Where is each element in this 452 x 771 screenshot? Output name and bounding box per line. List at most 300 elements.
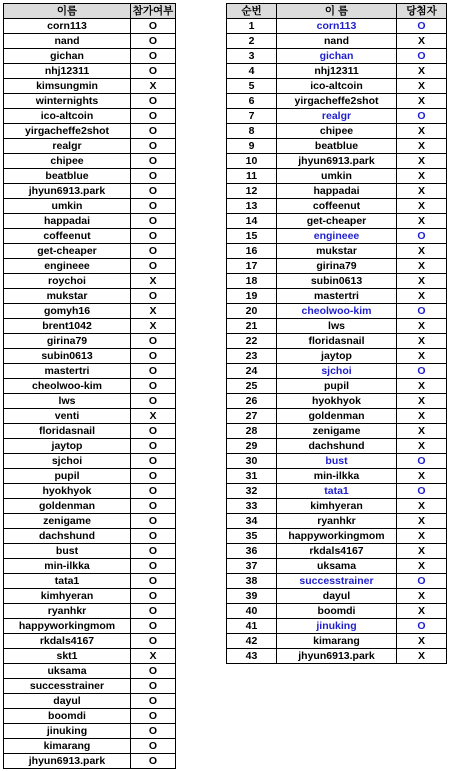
number-cell: 15	[227, 229, 277, 244]
winner-cell: X	[397, 274, 447, 289]
participation-cell: O	[131, 574, 176, 589]
name-cell: happadai	[277, 184, 397, 199]
number-cell: 33	[227, 499, 277, 514]
participation-cell: O	[131, 379, 176, 394]
table-row	[227, 289, 447, 304]
winner-cell: X	[397, 604, 447, 619]
name-cell: dachshund	[4, 529, 131, 544]
table-row	[4, 394, 176, 409]
table-row	[4, 754, 176, 769]
table-row	[227, 559, 447, 574]
participation-cell: O	[131, 679, 176, 694]
name-cell: lws	[4, 394, 131, 409]
table-row	[227, 49, 447, 64]
participation-cell: O	[131, 529, 176, 544]
table-row	[227, 454, 447, 469]
participation-cell: O	[131, 514, 176, 529]
participation-cell: O	[131, 709, 176, 724]
table-row	[4, 424, 176, 439]
number-cell: 4	[227, 64, 277, 79]
name-cell: sjchoi	[277, 364, 397, 379]
name-cell: get-cheaper	[4, 244, 131, 259]
name-cell: gomyh16	[4, 304, 131, 319]
table-row	[227, 439, 447, 454]
number-cell: 14	[227, 214, 277, 229]
name-cell: nhj12311	[4, 64, 131, 79]
participation-cell: O	[131, 364, 176, 379]
number-cell: 21	[227, 319, 277, 334]
name-cell: ico-altcoin	[277, 79, 397, 94]
winner-cell: X	[397, 259, 447, 274]
table-row	[4, 409, 176, 424]
name-cell: floridasnail	[4, 424, 131, 439]
number-cell: 16	[227, 244, 277, 259]
name-cell: girina79	[4, 334, 131, 349]
participation-cell: O	[131, 109, 176, 124]
participation-cell: O	[131, 559, 176, 574]
winner-cell: O	[397, 484, 447, 499]
header-participation: 참가여부	[131, 4, 176, 19]
participation-cell: O	[131, 64, 176, 79]
number-cell: 11	[227, 169, 277, 184]
winner-cell: X	[397, 334, 447, 349]
participation-cell: O	[131, 394, 176, 409]
name-cell: uksama	[4, 664, 131, 679]
number-cell: 12	[227, 184, 277, 199]
table-row	[4, 349, 176, 364]
name-cell: mukstar	[4, 289, 131, 304]
name-cell: mukstar	[277, 244, 397, 259]
table-row	[4, 544, 176, 559]
name-cell: kimarang	[277, 634, 397, 649]
participation-cell: O	[131, 544, 176, 559]
winner-cell: X	[397, 499, 447, 514]
table-row	[227, 334, 447, 349]
table-row	[227, 349, 447, 364]
name-cell: tata1	[4, 574, 131, 589]
name-cell: jhyun6913.park	[277, 649, 397, 664]
participation-cell: O	[131, 424, 176, 439]
name-cell: lws	[277, 319, 397, 334]
participation-cell: O	[131, 589, 176, 604]
name-cell: successtrainer	[277, 574, 397, 589]
participation-cell: O	[131, 724, 176, 739]
number-cell: 31	[227, 469, 277, 484]
number-cell: 20	[227, 304, 277, 319]
number-cell: 37	[227, 559, 277, 574]
name-cell: winternights	[4, 94, 131, 109]
participation-cell: X	[131, 274, 176, 289]
winner-cell: O	[397, 49, 447, 64]
table-row	[227, 604, 447, 619]
participation-cell: X	[131, 649, 176, 664]
name-cell: gichan	[277, 49, 397, 64]
name-cell: corn113	[4, 19, 131, 34]
number-cell: 28	[227, 424, 277, 439]
participation-cell: O	[131, 619, 176, 634]
participation-cell: O	[131, 289, 176, 304]
table-row	[4, 139, 176, 154]
table-row	[4, 334, 176, 349]
table-row	[4, 439, 176, 454]
number-cell: 39	[227, 589, 277, 604]
header-number: 순번	[227, 4, 277, 19]
number-cell: 22	[227, 334, 277, 349]
winner-cell: O	[397, 19, 447, 34]
winner-cell: X	[397, 124, 447, 139]
winner-cell: X	[397, 559, 447, 574]
participation-cell: O	[131, 439, 176, 454]
name-cell: girina79	[277, 259, 397, 274]
name-cell: skt1	[4, 649, 131, 664]
table-row	[227, 379, 447, 394]
name-cell: ryanhkr	[4, 604, 131, 619]
table-row	[227, 514, 447, 529]
winner-cell: X	[397, 94, 447, 109]
winner-cell: X	[397, 154, 447, 169]
participation-cell: O	[131, 34, 176, 49]
table-row	[227, 79, 447, 94]
winner-cell: O	[397, 574, 447, 589]
name-cell: umkin	[277, 169, 397, 184]
participation-table-body	[4, 19, 176, 769]
winner-cell: X	[397, 79, 447, 94]
winner-cell: X	[397, 589, 447, 604]
table-row	[227, 424, 447, 439]
name-cell: goldenman	[277, 409, 397, 424]
table-row	[4, 634, 176, 649]
name-cell: cheolwoo-kim	[4, 379, 131, 394]
name-cell: rkdals4167	[4, 634, 131, 649]
winner-cell: X	[397, 349, 447, 364]
participation-table	[3, 3, 176, 769]
participation-cell: O	[131, 139, 176, 154]
table-row	[4, 604, 176, 619]
number-cell: 1	[227, 19, 277, 34]
name-cell: nand	[277, 34, 397, 49]
winner-table-body	[227, 19, 447, 664]
name-cell: chipee	[4, 154, 131, 169]
name-cell: realgr	[4, 139, 131, 154]
table-row	[227, 244, 447, 259]
table-row	[4, 499, 176, 514]
table-row	[4, 184, 176, 199]
name-cell: boomdi	[4, 709, 131, 724]
participation-cell: O	[131, 739, 176, 754]
participation-cell: O	[131, 214, 176, 229]
name-cell: jaytop	[277, 349, 397, 364]
number-cell: 23	[227, 349, 277, 364]
number-cell: 40	[227, 604, 277, 619]
table-row	[227, 229, 447, 244]
table-row	[4, 649, 176, 664]
winner-cell: X	[397, 214, 447, 229]
table-row	[4, 529, 176, 544]
number-cell: 7	[227, 109, 277, 124]
name-cell: happyworkingmom	[4, 619, 131, 634]
table-row	[227, 19, 447, 34]
table-row	[227, 469, 447, 484]
table-row	[227, 499, 447, 514]
number-cell: 42	[227, 634, 277, 649]
name-cell: kimarang	[4, 739, 131, 754]
table-row	[227, 199, 447, 214]
table-row	[4, 454, 176, 469]
name-cell: umkin	[4, 199, 131, 214]
winner-cell: X	[397, 379, 447, 394]
name-cell: successtrainer	[4, 679, 131, 694]
table-row	[4, 364, 176, 379]
table-row	[4, 724, 176, 739]
name-cell: coffeenut	[277, 199, 397, 214]
table-row	[227, 634, 447, 649]
participation-cell: O	[131, 229, 176, 244]
table-row	[227, 259, 447, 274]
table-row	[4, 679, 176, 694]
name-cell: hyokhyok	[277, 394, 397, 409]
participation-cell: O	[131, 184, 176, 199]
name-cell: ico-altcoin	[4, 109, 131, 124]
winner-cell: X	[397, 394, 447, 409]
number-cell: 17	[227, 259, 277, 274]
winner-cell: X	[397, 64, 447, 79]
table-row	[227, 109, 447, 124]
name-cell: pupil	[277, 379, 397, 394]
winner-cell: X	[397, 469, 447, 484]
table-header-row	[4, 4, 176, 19]
name-cell: ryanhkr	[277, 514, 397, 529]
table-row	[227, 184, 447, 199]
table-header-row	[227, 4, 447, 19]
winner-cell: X	[397, 439, 447, 454]
participation-cell: O	[131, 259, 176, 274]
name-cell: corn113	[277, 19, 397, 34]
winner-cell: O	[397, 304, 447, 319]
header-name: 이 름	[277, 4, 397, 19]
number-cell: 13	[227, 199, 277, 214]
table-row	[4, 124, 176, 139]
table-row	[227, 169, 447, 184]
number-cell: 34	[227, 514, 277, 529]
winner-cell: X	[397, 169, 447, 184]
table-row	[4, 229, 176, 244]
number-cell: 18	[227, 274, 277, 289]
header-name: 이름	[4, 4, 131, 19]
number-cell: 30	[227, 454, 277, 469]
name-cell: dayul	[4, 694, 131, 709]
table-row	[227, 124, 447, 139]
winner-cell: X	[397, 649, 447, 664]
number-cell: 36	[227, 544, 277, 559]
participation-cell: O	[131, 694, 176, 709]
name-cell: kimhyeran	[4, 589, 131, 604]
table-row	[4, 304, 176, 319]
name-cell: mastertri	[277, 289, 397, 304]
table-row	[4, 109, 176, 124]
winner-cell: X	[397, 514, 447, 529]
table-row	[4, 34, 176, 49]
name-cell: yirgacheffe2shot	[4, 124, 131, 139]
name-cell: dayul	[277, 589, 397, 604]
winner-cell: O	[397, 619, 447, 634]
name-cell: happadai	[4, 214, 131, 229]
winner-cell: O	[397, 109, 447, 124]
participation-cell: X	[131, 319, 176, 334]
winner-cell: X	[397, 634, 447, 649]
winner-cell: X	[397, 34, 447, 49]
table-row	[4, 49, 176, 64]
winner-cell: X	[397, 409, 447, 424]
table-row	[4, 664, 176, 679]
table-row	[227, 589, 447, 604]
name-cell: jinuking	[277, 619, 397, 634]
table-row	[227, 529, 447, 544]
table-row	[4, 79, 176, 94]
participation-cell: O	[131, 49, 176, 64]
name-cell: chipee	[277, 124, 397, 139]
participation-cell: O	[131, 664, 176, 679]
participation-cell: O	[131, 334, 176, 349]
participation-cell: O	[131, 469, 176, 484]
table-row	[227, 214, 447, 229]
name-cell: bust	[4, 544, 131, 559]
name-cell: bust	[277, 454, 397, 469]
name-cell: hyokhyok	[4, 484, 131, 499]
table-row	[227, 484, 447, 499]
winner-cell: O	[397, 229, 447, 244]
winner-cell: X	[397, 199, 447, 214]
participation-cell: O	[131, 169, 176, 184]
table-row	[4, 559, 176, 574]
winner-cell: O	[397, 364, 447, 379]
number-cell: 5	[227, 79, 277, 94]
table-row	[4, 259, 176, 274]
table-row	[4, 274, 176, 289]
number-cell: 24	[227, 364, 277, 379]
participation-cell: O	[131, 199, 176, 214]
table-row	[227, 394, 447, 409]
name-cell: nhj12311	[277, 64, 397, 79]
participation-cell: X	[131, 79, 176, 94]
table-row	[227, 649, 447, 664]
winner-cell: X	[397, 319, 447, 334]
table-row	[4, 589, 176, 604]
table-row	[4, 319, 176, 334]
participation-cell: O	[131, 484, 176, 499]
table-row	[4, 619, 176, 634]
name-cell: nand	[4, 34, 131, 49]
table-row	[4, 64, 176, 79]
name-cell: jinuking	[4, 724, 131, 739]
table-row	[4, 289, 176, 304]
name-cell: floridasnail	[277, 334, 397, 349]
name-cell: zenigame	[4, 514, 131, 529]
number-cell: 27	[227, 409, 277, 424]
number-cell: 19	[227, 289, 277, 304]
table-row	[4, 514, 176, 529]
name-cell: kimhyeran	[277, 499, 397, 514]
number-cell: 32	[227, 484, 277, 499]
table-row	[4, 199, 176, 214]
participation-cell: O	[131, 604, 176, 619]
name-cell: get-cheaper	[277, 214, 397, 229]
table-row	[4, 244, 176, 259]
name-cell: pupil	[4, 469, 131, 484]
table-row	[4, 19, 176, 34]
number-cell: 29	[227, 439, 277, 454]
table-row	[227, 364, 447, 379]
name-cell: sjchoi	[4, 454, 131, 469]
participation-cell: O	[131, 244, 176, 259]
table-row	[4, 469, 176, 484]
name-cell: boomdi	[277, 604, 397, 619]
name-cell: dachshund	[277, 439, 397, 454]
name-cell: mastertri	[4, 364, 131, 379]
table-row	[4, 214, 176, 229]
number-cell: 3	[227, 49, 277, 64]
winner-cell: O	[397, 454, 447, 469]
name-cell: jhyun6913.park	[4, 184, 131, 199]
table-row	[227, 574, 447, 589]
table-row	[227, 274, 447, 289]
name-cell: min-ilkka	[277, 469, 397, 484]
table-row	[4, 169, 176, 184]
number-cell: 9	[227, 139, 277, 154]
table-row	[4, 484, 176, 499]
name-cell: jhyun6913.park	[4, 754, 131, 769]
name-cell: happyworkingmom	[277, 529, 397, 544]
participation-cell: O	[131, 634, 176, 649]
name-cell: goldenman	[4, 499, 131, 514]
participation-cell: O	[131, 754, 176, 769]
winner-table	[226, 3, 447, 664]
number-cell: 41	[227, 619, 277, 634]
name-cell: yirgacheffe2shot	[277, 94, 397, 109]
name-cell: realgr	[277, 109, 397, 124]
table-row	[4, 574, 176, 589]
name-cell: roychoi	[4, 274, 131, 289]
table-row	[227, 304, 447, 319]
winner-cell: X	[397, 184, 447, 199]
table-row	[227, 154, 447, 169]
name-cell: tata1	[277, 484, 397, 499]
winner-cell: X	[397, 424, 447, 439]
table-row	[227, 64, 447, 79]
participation-cell: X	[131, 409, 176, 424]
table-row	[4, 379, 176, 394]
table-row	[227, 34, 447, 49]
number-cell: 35	[227, 529, 277, 544]
name-cell: engineee	[277, 229, 397, 244]
table-row	[227, 139, 447, 154]
table-row	[227, 544, 447, 559]
participation-cell: O	[131, 454, 176, 469]
table-row	[4, 94, 176, 109]
name-cell: subin0613	[277, 274, 397, 289]
winner-cell: X	[397, 139, 447, 154]
table-row	[4, 739, 176, 754]
participation-cell: O	[131, 499, 176, 514]
name-cell: coffeenut	[4, 229, 131, 244]
name-cell: venti	[4, 409, 131, 424]
table-row	[4, 694, 176, 709]
name-cell: min-ilkka	[4, 559, 131, 574]
name-cell: subin0613	[4, 349, 131, 364]
name-cell: beatblue	[277, 139, 397, 154]
table-row	[4, 709, 176, 724]
participation-cell: O	[131, 154, 176, 169]
number-cell: 2	[227, 34, 277, 49]
